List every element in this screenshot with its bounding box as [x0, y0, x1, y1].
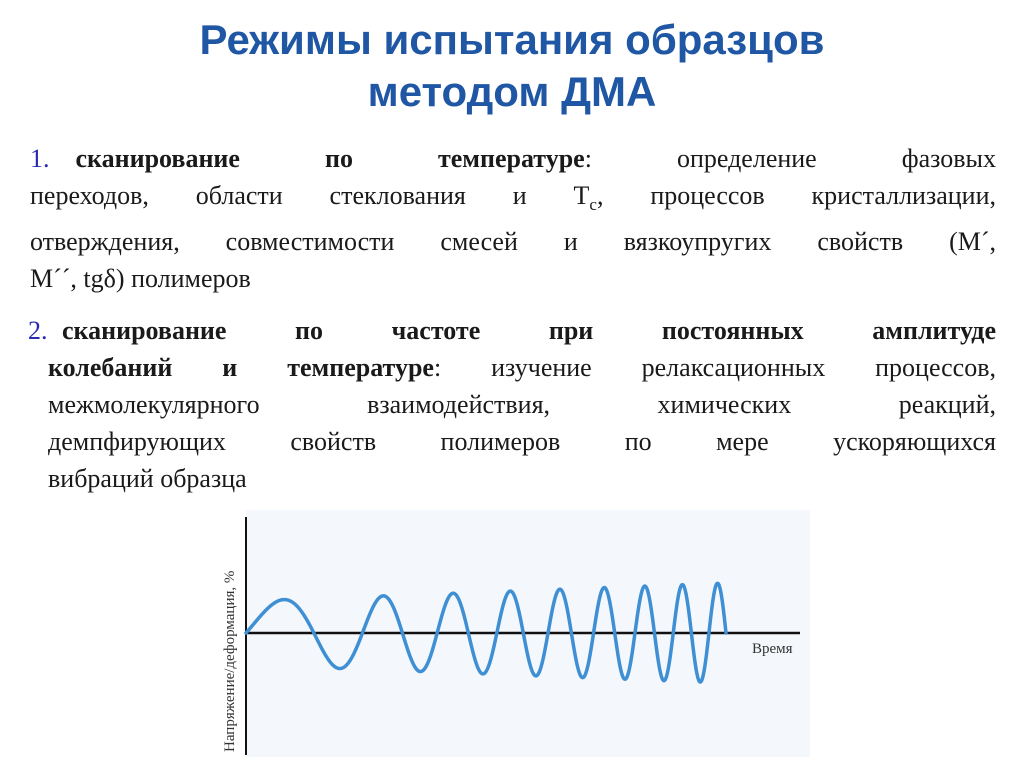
item-1-heading: сканирование по температуре	[75, 144, 585, 173]
item-2-line-1	[48, 312, 996, 349]
list-item-temperature-scan	[30, 140, 996, 297]
slide-title	[0, 14, 1024, 118]
item-2-line-4: демпфирующих свойств полимеров по мере ускоряющихся	[48, 427, 996, 456]
tc-subscript: с	[589, 195, 597, 215]
oscillation-figure	[212, 507, 810, 757]
item-1-line-1-rest: : определение фазовых	[584, 144, 996, 173]
item-1-line-2-b: , процессов кристаллизации,	[596, 181, 997, 210]
item-1-line-2	[30, 177, 996, 223]
x-axis-label: Время	[752, 641, 793, 657]
title-line-2: методом ДМА	[367, 68, 657, 115]
item-2-line-5: вибраций образца	[48, 464, 247, 493]
item-2-line-2-rest: : изучение релаксационных процессов,	[433, 353, 996, 382]
item-1-line-2-a: переходов, области стеклования и Т	[30, 181, 590, 210]
item-2-number: 2.	[28, 316, 48, 345]
item-1-line-3: отверждения, совместимости смесей и вязкоупругих свойств (М´,	[30, 227, 996, 257]
title-line-1: Режимы испытания образцов	[199, 16, 825, 63]
oscillation-plot	[212, 507, 810, 757]
item-1-line-1	[30, 140, 996, 177]
item-2-line-3: межмолекулярного взаимодействия, химических реакций,	[48, 390, 996, 419]
item-1-line-4: М´´, tgδ) полимеров	[30, 264, 251, 294]
list-item-frequency-scan	[28, 312, 996, 497]
item-1-number: 1.	[30, 144, 50, 173]
y-axis-label: Напряжение/деформация, %	[222, 570, 238, 752]
item-2-heading-line-1: сканирование по частоте при постоянных амплитуде	[62, 316, 996, 345]
item-2-heading-line-2: колебаний и температуре	[48, 353, 434, 382]
item-2-line-2	[48, 349, 996, 386]
